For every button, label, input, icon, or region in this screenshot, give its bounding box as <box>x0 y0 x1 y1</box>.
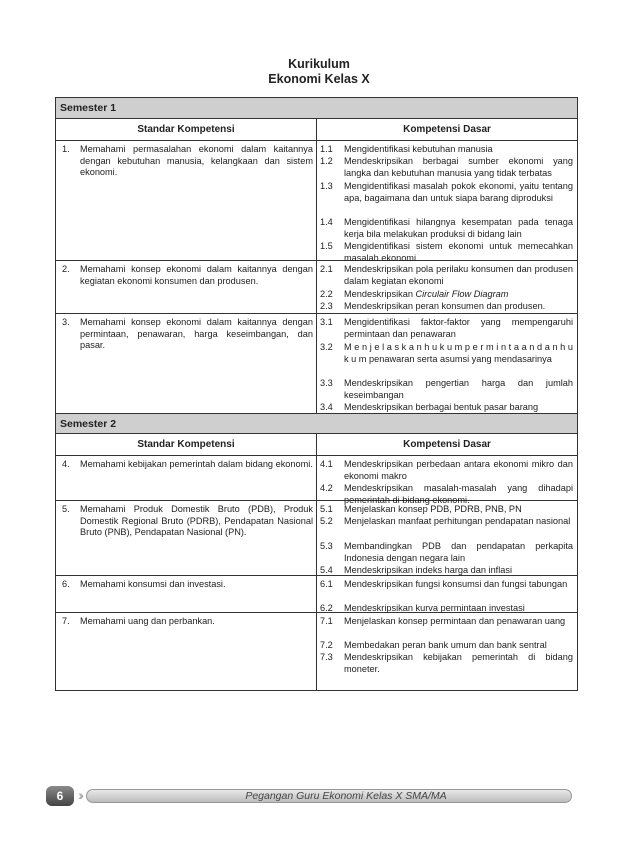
kd-number: 1.4 <box>320 217 333 227</box>
header-standar-kompetensi-2: Standar Kompetensi <box>137 439 235 450</box>
column-divider <box>316 434 317 690</box>
sk-number: 6. <box>62 579 70 589</box>
kd-text <box>344 289 573 301</box>
semester-2-label: Semester 2 <box>56 413 577 434</box>
kd-text: Mengidentifikasi masalah pokok ekonomi, yaitu tentang apa, bagaimana dan untuk siapa barang diproduksi <box>344 181 573 203</box>
kd-number: 7.1 <box>320 616 333 626</box>
kd-number: 4.1 <box>320 459 333 469</box>
header-kompetensi-dasar-2: Kompetensi Dasar <box>403 439 491 450</box>
header-kompetensi-dasar-1: Kompetensi Dasar <box>403 124 491 135</box>
kd-text: Mendeskripsikan kebijakan pemerintah di bidang moneter. <box>344 652 573 674</box>
kd-number: 2.3 <box>320 301 333 311</box>
kd-number: 4.2 <box>320 483 333 493</box>
kd-text: Membedakan peran bank umum dan bank sentral <box>344 640 547 650</box>
sk-number: 4. <box>62 459 70 469</box>
chevron-right-icon: ››› <box>78 787 80 803</box>
kd-text: Mendeskripsikan masalah-masalah yang dihadapi pemerintah di bidang ekonomi. <box>344 483 573 505</box>
sk-text: Memahami konsumsi dan investasi. <box>80 579 226 589</box>
kd-text: Mengidentifikasi hilangnya kesempatan pada tenaga kerja bila melakukan produksi di bidang lain <box>344 217 573 239</box>
sk-number: 7. <box>62 616 70 626</box>
sk-text: Memahami konsep ekonomi dalam kaitannya dengan kegiatan ekonomi konsumen dan produsen. <box>80 264 313 286</box>
sk-text: Memahami uang dan perbankan. <box>80 616 215 626</box>
kd-text-italic: Circulair Flow Diagram <box>415 289 509 299</box>
kd-number: 2.1 <box>320 264 333 274</box>
sk-text: Memahami Produk Domestik Bruto (PDB), Produk Domestik Regional Bruto (PDRB), Pendapatan Nasional Bruto (PNB), Pendapatan Nasional (PN). <box>80 504 313 537</box>
kd-text: Menjelaskan konsep permintaan dan penawaran uang <box>344 616 566 626</box>
kd-number: 6.2 <box>320 603 333 613</box>
kd-number: 3.2 <box>320 342 333 352</box>
kd-number: 7.2 <box>320 640 333 650</box>
kd-text: Mendeskripsikan berbagai sumber ekonomi yang langka dan kebutuhan manusia yang tidak terbatas <box>344 156 573 178</box>
kd-number: 7.3 <box>320 652 333 662</box>
kd-number: 6.1 <box>320 579 333 589</box>
kd-text: Mengidentifikasi kebutuhan manusia <box>344 144 493 154</box>
kd-text: Mendeskripsikan pengertian harga dan jumlah keseimbangan <box>344 378 573 400</box>
kd-number: 2.2 <box>320 289 333 299</box>
sk-number: 1. <box>62 144 70 154</box>
kd-text: Mengidentifikasi sistem ekonomi untuk memecahkan masalah ekonomi. <box>344 241 573 263</box>
kd-number: 3.3 <box>320 378 333 388</box>
sk-text: Memahami kebijakan pemerintah dalam bidang ekonomi. <box>80 459 313 469</box>
kd-number: 1.3 <box>320 181 333 191</box>
kd-number: 1.1 <box>320 144 333 154</box>
column-divider <box>316 119 317 413</box>
kd-text: Mendeskripsikan berbagai bentuk pasar barang <box>344 402 539 412</box>
footer-text: Pegangan Guru Ekonomi Kelas X SMA/MA <box>245 790 447 802</box>
sk-text: Memahami konsep ekonomi dalam kaitannya dengan permintaan, penawaran, harga keseimbangan, dan pasar. <box>80 317 313 350</box>
semester-1-label: Semester 1 <box>56 98 577 119</box>
kd-text: M e n j e l a s k a n h u k u m p e r m i n t a a n d a n h u k u m penawaran serta asumsi yang mendasarinya <box>344 342 573 364</box>
kd-text: Mendeskripsikan kurva permintaan investasi <box>344 603 525 613</box>
kd-text: Mendeskripsikan perbedaan antara ekonomi mikro dan ekonomi makro <box>344 459 573 481</box>
kd-number: 3.4 <box>320 402 333 412</box>
page-title-line1: Kurikulum <box>288 57 350 71</box>
kd-number: 1.5 <box>320 241 333 251</box>
kd-number: 5.3 <box>320 541 333 551</box>
kd-text: Menjelaskan manfaat perhitungan pendapatan nasional <box>344 516 571 526</box>
page-number: 6 <box>46 786 74 806</box>
kd-number: 5.4 <box>320 565 333 575</box>
kd-text-part: Mendeskripsikan <box>344 289 416 299</box>
sk-number: 5. <box>62 504 70 514</box>
kd-number: 5.1 <box>320 504 333 514</box>
kd-text: Mendeskripsikan fungsi konsumsi dan fungsi tabungan <box>344 579 568 589</box>
sk-text: Memahami permasalahan ekonomi dalam kaitannya dengan kebutuhan manusia, kelangkaan dan sistem ekonomi. <box>80 144 313 177</box>
kd-number: 1.2 <box>320 156 333 166</box>
kd-text: Mendeskripsikan pola perilaku konsumen dan produsen dalam kegiatan ekonomi <box>344 264 573 286</box>
page-footer <box>46 786 576 806</box>
header-standar-kompetensi-1: Standar Kompetensi <box>137 124 235 135</box>
kd-text: Mengidentifikasi faktor-faktor yang mempengaruhi permintaan dan penawaran <box>344 317 573 339</box>
kd-text: Mendeskripsikan peran konsumen dan produsen. <box>344 301 546 311</box>
page-title-line2: Ekonomi Kelas X <box>268 72 370 86</box>
kd-number: 5.2 <box>320 516 333 526</box>
kd-text: Membandingkan PDB dan pendapatan perkapita Indonesia dengan negara lain <box>344 541 573 563</box>
sk-number: 3. <box>62 317 70 327</box>
sk-number: 2. <box>62 264 70 274</box>
kd-number: 3.1 <box>320 317 333 327</box>
kd-text: Menjelaskan konsep PDB, PDRB, PNB, PN <box>344 504 522 514</box>
kd-text: Mendeskripsikan indeks harga dan inflasi <box>344 565 513 575</box>
